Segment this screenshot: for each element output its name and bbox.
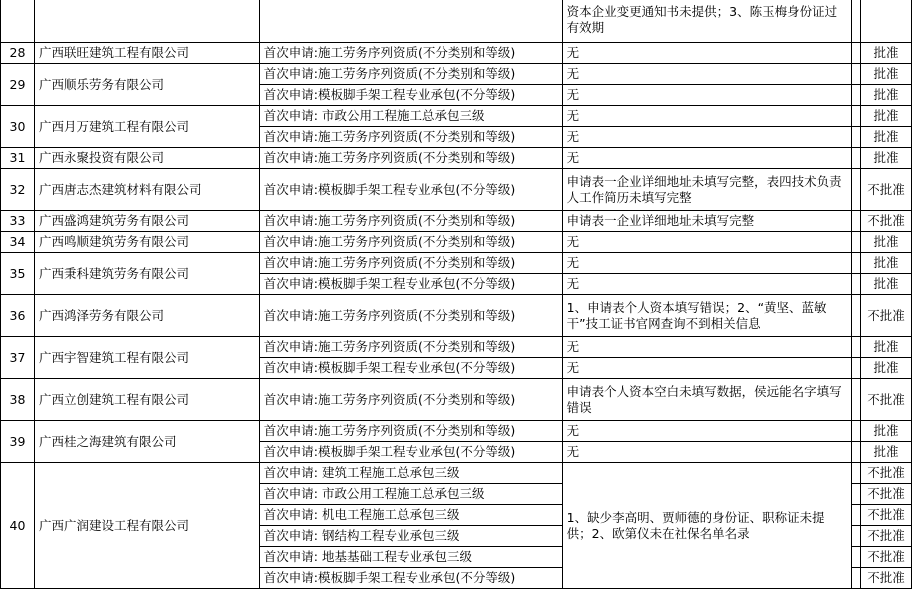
company-name: 广西联旺建筑工程有限公司 — [34, 43, 259, 64]
spacer-cell — [852, 421, 861, 442]
row-number: 29 — [1, 64, 35, 106]
result-cell: 不批准 — [861, 211, 912, 232]
reason-text: 无 — [562, 253, 851, 274]
spacer-cell — [852, 169, 861, 211]
spacer-cell — [852, 64, 861, 85]
result-cell: 不批准 — [861, 547, 912, 568]
result-cell: 不批准 — [861, 379, 912, 421]
result-cell: 批准 — [861, 358, 912, 379]
application-item — [259, 0, 562, 43]
spacer-cell — [852, 232, 861, 253]
row-number: 38 — [1, 379, 35, 421]
reason-text: 无 — [562, 64, 851, 85]
spacer-cell — [852, 547, 861, 568]
result-cell: 批准 — [861, 232, 912, 253]
application-item: 首次申请:模板脚手架工程专业承包(不分等级) — [259, 568, 562, 589]
spacer-cell — [852, 253, 861, 274]
reason-text: 无 — [562, 358, 851, 379]
application-item: 首次申请: 机电工程施工总承包三级 — [259, 505, 562, 526]
company-name: 广西顺乐劳务有限公司 — [34, 64, 259, 106]
row-number: 34 — [1, 232, 35, 253]
company-name: 广西永聚投资有限公司 — [34, 148, 259, 169]
reason-text: 无 — [562, 421, 851, 442]
result-cell: 不批准 — [861, 484, 912, 505]
company-name: 广西唐志杰建筑材料有限公司 — [34, 169, 259, 211]
spacer-cell — [852, 484, 861, 505]
spacer-cell — [852, 85, 861, 106]
continued-row — [1, 0, 912, 43]
result-cell: 不批准 — [861, 568, 912, 589]
reason-text: 无 — [562, 442, 851, 463]
result-cell: 批准 — [861, 421, 912, 442]
table-row — [1, 253, 912, 274]
spacer-cell — [852, 106, 861, 127]
row-number: 31 — [1, 148, 35, 169]
row-number: 39 — [1, 421, 35, 463]
company-name: 广西鸣顺建筑劳务有限公司 — [34, 232, 259, 253]
result-cell: 批准 — [861, 253, 912, 274]
company-name: 广西鸿泽劳务有限公司 — [34, 295, 259, 337]
application-item: 首次申请:施工劳务序列资质(不分类别和等级) — [259, 64, 562, 85]
company-name: 广西立创建筑工程有限公司 — [34, 379, 259, 421]
spacer-cell — [852, 379, 861, 421]
spacer-cell — [852, 526, 861, 547]
spacer-cell — [852, 295, 861, 337]
company-name — [34, 0, 259, 43]
row-number: 28 — [1, 43, 35, 64]
application-item: 首次申请:施工劳务序列资质(不分类别和等级) — [259, 211, 562, 232]
application-item: 首次申请:模板脚手架工程专业承包(不分等级) — [259, 442, 562, 463]
reason-text: 无 — [562, 274, 851, 295]
application-item: 首次申请:施工劳务序列资质(不分类别和等级) — [259, 295, 562, 337]
reason-text: 1、申请表个人资本填写错误；2、“黄坚、蓝敏干”技工证书官网查询不到相关信息 — [562, 295, 851, 337]
result-cell: 不批准 — [861, 505, 912, 526]
row-number: 33 — [1, 211, 35, 232]
result-cell: 批准 — [861, 43, 912, 64]
result-cell: 批准 — [861, 127, 912, 148]
spacer-cell — [852, 127, 861, 148]
result-cell: 不批准 — [861, 463, 912, 484]
spacer-cell — [852, 211, 861, 232]
table-row — [1, 64, 912, 85]
reason-text: 申请表一企业详细地址未填写完整 — [562, 211, 851, 232]
row-number: 30 — [1, 106, 35, 148]
application-item: 首次申请:施工劳务序列资质(不分类别和等级) — [259, 127, 562, 148]
table-row — [1, 421, 912, 442]
row-number: 36 — [1, 295, 35, 337]
spacer-cell — [852, 505, 861, 526]
company-name: 广西秉科建筑劳务有限公司 — [34, 253, 259, 295]
company-name: 广西盛鸿建筑劳务有限公司 — [34, 211, 259, 232]
spacer-cell — [852, 148, 861, 169]
result-cell — [861, 0, 912, 43]
result-cell: 批准 — [861, 148, 912, 169]
application-item: 首次申请:施工劳务序列资质(不分类别和等级) — [259, 148, 562, 169]
application-item: 首次申请: 建筑工程施工总承包三级 — [259, 463, 562, 484]
result-cell: 批准 — [861, 85, 912, 106]
table-row — [1, 463, 912, 484]
row-number: 35 — [1, 253, 35, 295]
application-item: 首次申请:模板脚手架工程专业承包(不分等级) — [259, 358, 562, 379]
spacer-cell — [852, 358, 861, 379]
reason-text: 申请表个人资本空白未填写数据，侯远能名字填写错误 — [562, 379, 851, 421]
table-row — [1, 211, 912, 232]
row-number: 40 — [1, 463, 35, 589]
application-item: 首次申请:施工劳务序列资质(不分类别和等级) — [259, 43, 562, 64]
spacer-cell — [852, 0, 861, 43]
application-item: 首次申请:施工劳务序列资质(不分类别和等级) — [259, 337, 562, 358]
company-name: 广西月万建筑工程有限公司 — [34, 106, 259, 148]
spacer-cell — [852, 337, 861, 358]
application-item: 首次申请: 市政公用工程施工总承包三级 — [259, 484, 562, 505]
result-cell: 不批准 — [861, 526, 912, 547]
reason-text: 无 — [562, 106, 851, 127]
application-item: 首次申请:施工劳务序列资质(不分类别和等级) — [259, 421, 562, 442]
company-name: 广西广润建设工程有限公司 — [34, 463, 259, 589]
row-number: 37 — [1, 337, 35, 379]
reason-text: 无 — [562, 43, 851, 64]
spacer-cell — [852, 568, 861, 589]
application-item: 首次申请: 市政公用工程施工总承包三级 — [259, 106, 562, 127]
application-item: 首次申请:模板脚手架工程专业承包(不分等级) — [259, 85, 562, 106]
application-item: 首次申请:模板脚手架工程专业承包(不分等级) — [259, 169, 562, 211]
row-number: 32 — [1, 169, 35, 211]
application-item: 首次申请: 钢结构工程专业承包三级 — [259, 526, 562, 547]
result-cell: 批准 — [861, 337, 912, 358]
spacer-cell — [852, 463, 861, 484]
company-name: 广西宇智建筑工程有限公司 — [34, 337, 259, 379]
reason-text: 无 — [562, 127, 851, 148]
reason-text: 无 — [562, 148, 851, 169]
company-name: 广西桂之海建筑有限公司 — [34, 421, 259, 463]
result-cell: 批准 — [861, 442, 912, 463]
reason-text: 申请表一企业详细地址未填写完整，表四技术负责人工作简历未填写完整 — [562, 169, 851, 211]
result-cell: 批准 — [861, 274, 912, 295]
table-row — [1, 337, 912, 358]
table-row — [1, 232, 912, 253]
result-cell: 不批准 — [861, 169, 912, 211]
result-cell: 批准 — [861, 64, 912, 85]
spacer-cell — [852, 442, 861, 463]
reason-text: 无 — [562, 337, 851, 358]
result-cell: 批准 — [861, 106, 912, 127]
table-row — [1, 43, 912, 64]
spacer-cell — [852, 274, 861, 295]
application-item: 首次申请: 地基基础工程专业承包三级 — [259, 547, 562, 568]
reason-text: 无 — [562, 85, 851, 106]
table-row — [1, 148, 912, 169]
reason-text: 1、缺少李高明、贾师德的身份证、职称证未提供；2、欧第仪未在社保名单名录 — [562, 463, 851, 589]
table-row — [1, 106, 912, 127]
reason-text: 资本企业变更通知书未提供；3、陈玉梅身份证过有效期 — [562, 0, 851, 43]
reason-text: 无 — [562, 232, 851, 253]
application-item: 首次申请:施工劳务序列资质(不分类别和等级) — [259, 232, 562, 253]
table-row — [1, 295, 912, 337]
spacer-cell — [852, 43, 861, 64]
row-number — [1, 0, 35, 43]
result-cell: 不批准 — [861, 295, 912, 337]
application-item: 首次申请:模板脚手架工程专业承包(不分等级) — [259, 274, 562, 295]
application-item: 首次申请:施工劳务序列资质(不分类别和等级) — [259, 379, 562, 421]
table-row — [1, 169, 912, 211]
application-item: 首次申请:施工劳务序列资质(不分类别和等级) — [259, 253, 562, 274]
table-row — [1, 379, 912, 421]
